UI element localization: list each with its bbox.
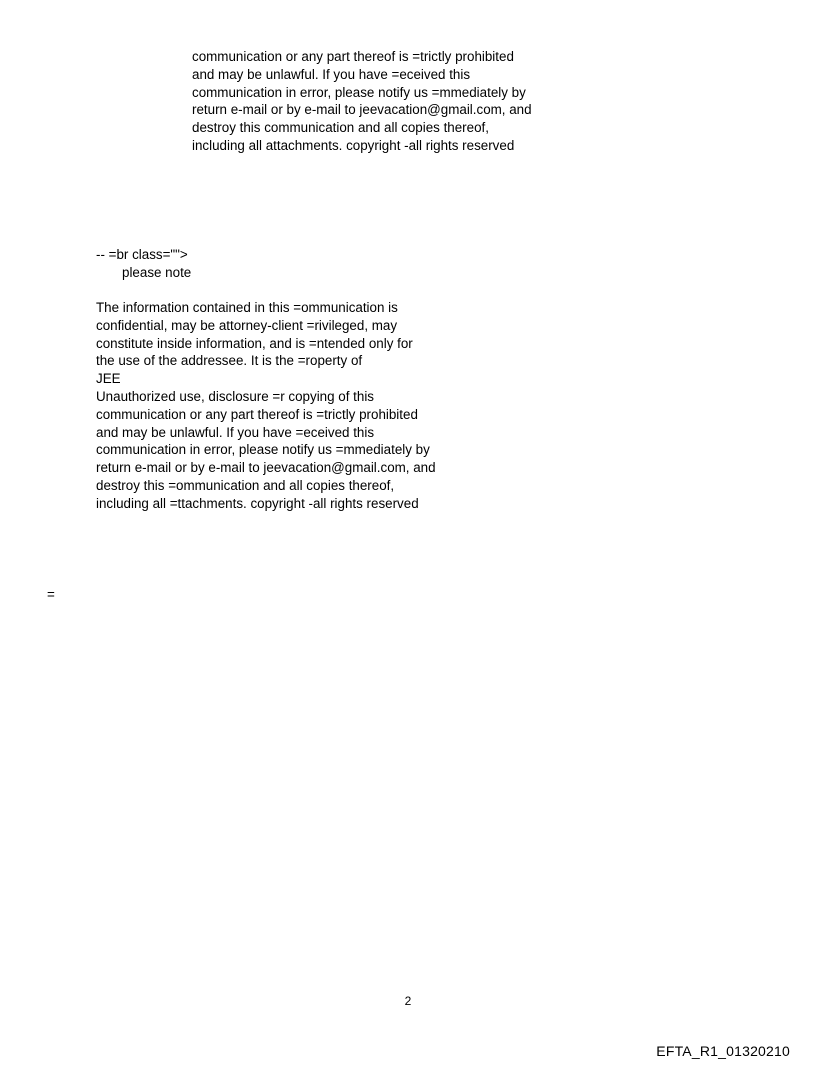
disclaimer-line: including all =ttachments. copyright -all rights reserved bbox=[96, 495, 419, 511]
quoted-line: communication or any part thereof is =trictly prohibited bbox=[192, 49, 514, 64]
quoted-line: return e-mail or by e-mail to jeevacation@gmail.com, and bbox=[192, 102, 532, 118]
disclaimer-line: and may be unlawful. If you have =eceived this bbox=[96, 424, 375, 440]
page-number: 2 bbox=[404, 994, 412, 1008]
disclaimer-line: return e-mail or by e-mail to jeevacation@gmail.com, and bbox=[96, 460, 436, 476]
bates-number: EFTA_R1_01320210 bbox=[656, 1043, 790, 1059]
disclaimer-line: the use of the addressee. It is the =roperty of bbox=[96, 353, 363, 369]
quoted-line: including all attachments. copyright -all rights reserved bbox=[192, 137, 515, 153]
disclaimer-line: confidential, may be attorney-client =rivileged, may bbox=[96, 317, 398, 333]
quoted-line: destroy this communication and all copies thereof, bbox=[192, 120, 489, 136]
disclaimer-line: destroy this =ommunication and all copies thereof, bbox=[96, 477, 395, 493]
quoted-line: communication in error, please notify us =mmediately by bbox=[192, 84, 526, 100]
disclaimer-line: constitute inside information, and is =ntended only for bbox=[96, 335, 413, 351]
trailing-equals: = bbox=[47, 587, 55, 602]
disclaimer-line: communication or any part thereof is =trictly prohibited bbox=[96, 406, 418, 422]
disclaimer-line: communication in error, please notify us =mmediately by bbox=[96, 442, 430, 458]
quoted-line: and may be unlawful. If you have =eceived this bbox=[192, 66, 471, 82]
disclaimer-line: JEE bbox=[96, 371, 121, 387]
quoted-disclaimer-block bbox=[192, 48, 532, 155]
please-note-text: please note bbox=[122, 265, 192, 280]
signature-marker: -- =br class=""> bbox=[96, 247, 188, 262]
confidentiality-disclaimer bbox=[96, 299, 436, 513]
disclaimer-line: The information contained in this =ommunication is bbox=[96, 300, 398, 315]
disclaimer-line: Unauthorized use, disclosure =r copying of this bbox=[96, 388, 375, 404]
